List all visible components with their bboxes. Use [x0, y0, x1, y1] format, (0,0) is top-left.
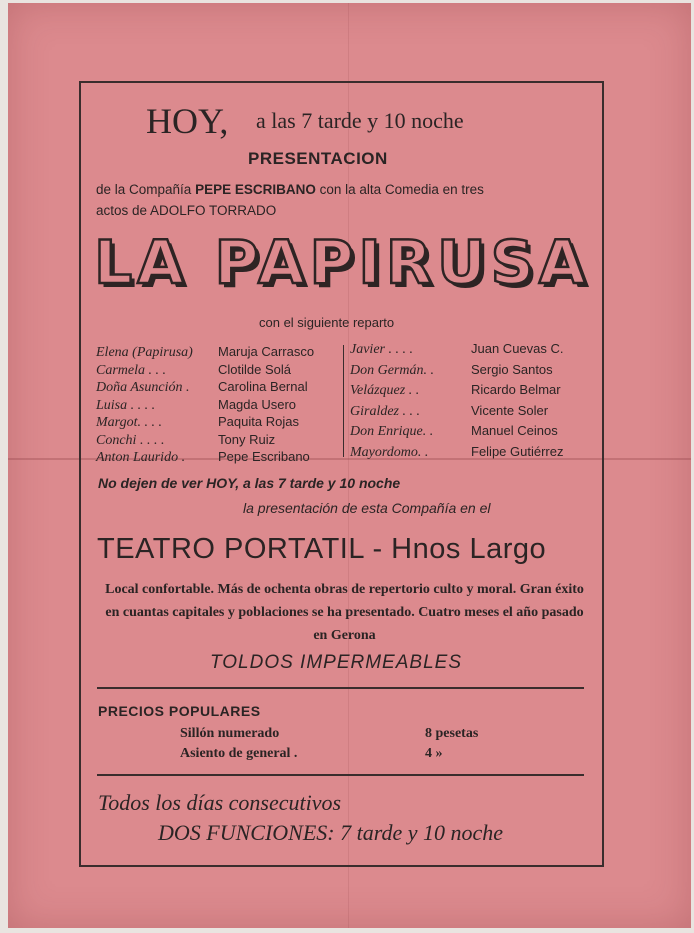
- cast-actor: Clotilde Solá: [218, 361, 291, 377]
- cast-row: [96, 397, 314, 415]
- cast-actor: Carolina Bernal: [218, 379, 308, 394]
- intro-text: [96, 179, 484, 221]
- footer-line-1: Todos los días consecutivos: [98, 790, 342, 815]
- price-label-general: Asiento de general .: [180, 746, 298, 761]
- cast-heading: con el siguiente reparto: [259, 315, 395, 330]
- cast-role: Conchi . . . .: [96, 432, 165, 448]
- cast-row: [96, 432, 314, 450]
- cast-row: [96, 379, 314, 397]
- divider-bottom: [97, 774, 584, 776]
- cast-role: Carmela . . .: [96, 362, 166, 378]
- footer-line-2: DOS FUNCIONES: 7 tarde y 10 noche: [158, 820, 504, 845]
- cast-divider: [343, 345, 344, 457]
- presentacion-line: la presentación de esta Compañía en el: [243, 500, 491, 516]
- cast-list-right: [350, 339, 564, 462]
- cast-row: [96, 344, 314, 362]
- theater-name: TEATRO PORTATIL - Hnos Largo: [97, 533, 547, 565]
- cast-role: Anton Laurido .: [96, 450, 186, 465]
- cast-row: [96, 362, 314, 380]
- cast-role: Elena (Papirusa): [96, 345, 193, 360]
- play-title: LA PAPIRUSA: [94, 228, 591, 298]
- cast-row: [350, 360, 564, 381]
- intro-prefix: de la Compañía: [96, 182, 196, 197]
- presentacion-heading: PRESENTACION: [248, 149, 388, 168]
- cast-role: Don Germán. .: [350, 362, 434, 378]
- cast-role: Velázquez . .: [350, 383, 420, 398]
- cast-actor: Pepe Escribano: [218, 449, 310, 464]
- cast-row: [350, 442, 564, 463]
- cast-role: Mayordomo. .: [350, 444, 429, 460]
- cast-actor: Manuel Ceinos: [471, 423, 558, 438]
- hoy-heading: HOY,: [146, 101, 229, 141]
- price-label-sillon: Sillón numerado: [180, 726, 280, 741]
- cast-role: Margot. . . .: [96, 415, 162, 430]
- cast-actor: Juan Cuevas C.: [471, 341, 564, 356]
- cast-actor: Felipe Gutiérrez: [471, 443, 564, 459]
- cast-actor: Maruja Carrasco: [218, 344, 315, 359]
- price-value-general: 4 »: [425, 746, 443, 761]
- cast-role: Don Enrique. .: [350, 424, 434, 439]
- cast-role: Javier . . . .: [350, 342, 413, 357]
- toldos-line: TOLDOS IMPERMEABLES: [210, 652, 462, 673]
- cast-row: [96, 449, 314, 467]
- cast-role: Doña Asunción .: [96, 380, 190, 395]
- cast-role: Giraldez . . .: [350, 403, 420, 419]
- no-dejen-line: No dejen de ver HOY, a las 7 tarde y 10 noche: [98, 475, 401, 491]
- cast-row: [350, 401, 564, 422]
- cast-row: [96, 414, 314, 432]
- divider-top: [97, 687, 584, 689]
- cast-row: [350, 339, 564, 360]
- cast-actor: Sergio Santos: [471, 361, 553, 377]
- cast-actor: Vicente Soler: [471, 402, 549, 418]
- cast-actor: Ricardo Belmar: [471, 382, 561, 397]
- intro-author: actos de ADOLFO TORRADO: [96, 203, 277, 218]
- intro-suffix: con la alta Comedia en tres: [315, 182, 484, 197]
- cast-actor: Magda Usero: [218, 396, 297, 412]
- cast-actor: Paquita Rojas: [218, 414, 299, 429]
- company-name: PEPE ESCRIBANO: [195, 182, 316, 197]
- price-value-sillon: 8 pesetas: [425, 726, 479, 741]
- cast-row: [350, 380, 564, 401]
- cast-list-left: [96, 344, 314, 467]
- cast-row: [350, 421, 564, 442]
- prices-heading: PRECIOS POPULARES: [98, 703, 261, 719]
- show-times: a las 7 tarde y 10 noche: [256, 108, 464, 133]
- cast-actor: Tony Ruiz: [218, 431, 276, 447]
- cast-role: Luisa . . . .: [96, 397, 156, 413]
- venue-description: Local confortable. Más de ochenta obras de repertorio culto y moral. Gran éxito en cuantas capitales y poblaciones se ha presentado. Cuatro meses el año pasado en Gerona: [105, 582, 584, 643]
